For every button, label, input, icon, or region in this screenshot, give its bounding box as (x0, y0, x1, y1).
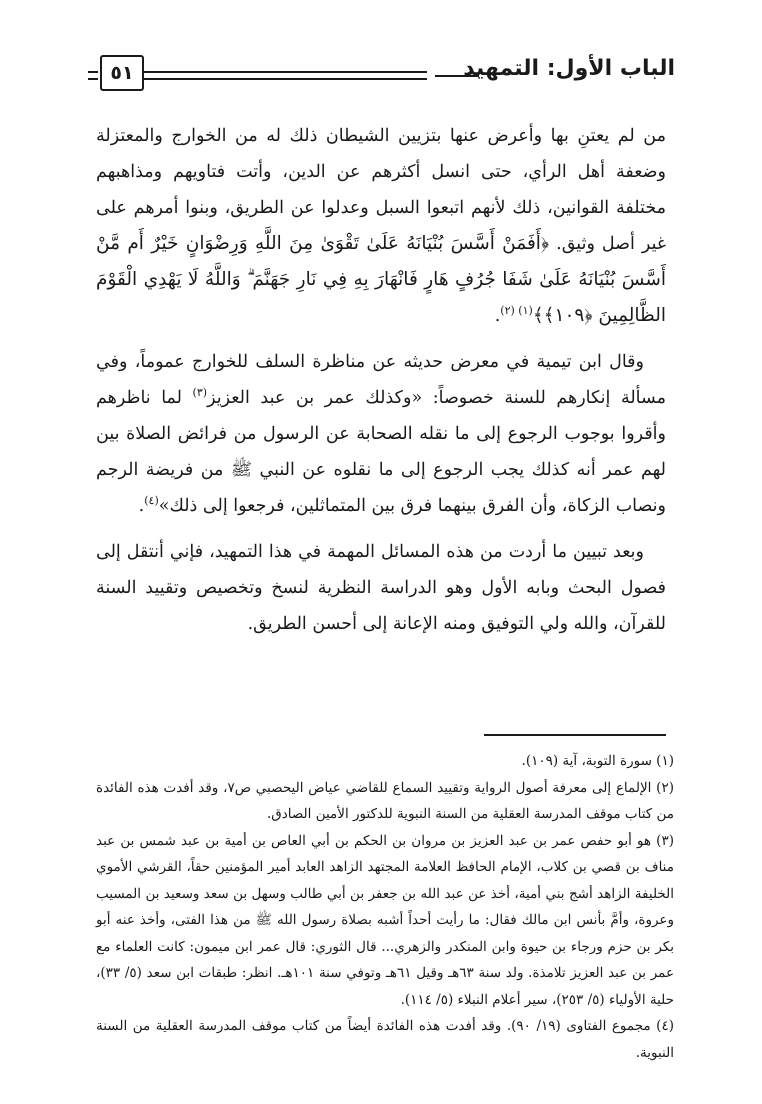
paragraph-2-text-b: لما ناظرهم وأقروا بوجوب الرجوع إلى ما نقله الصحابة عن الرسول من فرائض الصلاة بين لهم عمر أنه كذلك يجب الرجوع إلى ما نقلوه عن النبي ﷺ من فريضة الرجم ونصاب الزكاة، وأن الفرق بينهما فرق بين المتماثلين، فرجعوا إلى ذلك» (96, 388, 666, 516)
footnote-2: (٢) الإلماع إلى معرفة أصول الرواية وتقييد السماع للقاضي عياض اليحصبي ص٧، وقد أفدت هذه الفائدة من كتاب موقف المدرسة العقلية من السنة النبوية للدكتور الأمين الصادق. (96, 779, 674, 822)
running-header (88, 52, 675, 94)
header-dash (435, 75, 479, 77)
header-rule-left (88, 71, 98, 80)
page-number: ٥١ (100, 55, 144, 91)
footnote-separator (484, 734, 666, 736)
footnote-4: (٤) مجموع الفتاوى (١٩/ ٩٠). وقد أفدت هذه الفائدة أيضاً من كتاب موقف المدرسة العقلية من السنة النبوية. (96, 1018, 674, 1061)
paragraph-1-end: . (494, 306, 501, 326)
paragraph-2 (96, 344, 666, 524)
paragraph-1 (96, 118, 666, 334)
quran-verse: ﴿أَفَمَنْ أَسَّسَ بُنْيَانَهُ عَلَىٰ تَقْوَىٰ مِنَ اللَّهِ وَرِضْوَانٍ خَيْرٌ أَم مَّنْ أَسَّسَ بُنْيَانَهُ عَلَىٰ شَفَا جُرُفٍ هَارٍ فَانْهَارَ بِهِ فِي نَارِ جَهَنَّمَ ۗ وَاللَّهُ لَا يَهْدِي الْقَوْمَ الظَّالِمِينَ ﴿١٠٩﴾﴾ (96, 233, 666, 326)
paragraph-3: وبعد تبيين ما أردت من هذه المسائل المهمة في هذا التمهيد، فإني أنتقل إلى فصول البحث وبابه الأول وهو الدراسة النظرية لنسخ وتخصيص وتقييد السنة للقرآن، والله ولي التوفيق ومنه الإعانة إلى أحسن الطريق. (96, 542, 666, 634)
footnote-ref-1-2[interactable]: (١) (٢) (500, 304, 533, 318)
paragraph-1-text: من لم يعتنِ بها وأعرض عنها بتزيين الشيطان ذلك له من الخوارج والمعتزلة وضعفة أهل الرأي، حتى انسل أكثرهم عن الدين، وأتت فتاويهم ومذاهبهم مختلفة القوانين، ذلك لأنهم اتبعوا السبل وعدلوا عن الطريق، وبنوا أمرهم على غير أصل وثيق. (96, 126, 667, 254)
footnote-1: (١) سورة التوبة، آية (١٠٩). (521, 753, 674, 769)
main-text (96, 118, 666, 652)
footnote-ref-4[interactable]: (٤) (144, 494, 159, 508)
paragraph-2-end: . (138, 496, 145, 516)
footnote-3: (٣) هو أبو حفص عمر بن عبد العزيز بن مروان بن الحكم بن أبي العاص بن أمية بن عبد شمس بن عبد مناف بن قصي بن كلاب، الإمام الحافظ العلامة المجتهد الزاهد العابد أمير المؤمنين حقاً، القرشي الأموي الخليفة الزاهد أشج بني أمية، أخذ عن عبد الله بن جعفر بن أبي طالب وسهل بن سعد وسعيد بن المسيب وعروة، وأمَّ بأنس ابن مالك فقال: ما رأيت أحداً أشبه بصلاة رسول الله ﷺ من هذا الفتى، وأخذ عنه أبو بكر بن حزم ورجاء بن حيوة وابن المنكدر والزهري... قال الثوري: قال عمر ابن ميمون: كانت العلماء مع عمر بن عبد العزيز تلامذة. ولد سنة ٦٣هـ وقيل ٦١هـ وتوفي سنة ١٠١هـ. انظر: طبقات ابن سعد (٥/ ٣٣)، حلية الأولياء (٥/ ٢٥٣)، سير أعلام النبلاء (٥/ ١١٤). (96, 832, 675, 1008)
chapter-title: الباب الأول: التمهيد (463, 56, 675, 81)
paragraph-2-text-a: وقال ابن تيمية في معرض حديثه عن مناظرة السلف للخوارج عموماً، وفي مسألة إنكارهم للسنة خصوصاً: «وكذلك عمر بن عبد العزيز (96, 352, 666, 408)
footnote-ref-3[interactable]: (٣) (192, 386, 208, 400)
header-rule (144, 71, 427, 80)
footnotes (96, 748, 674, 1066)
